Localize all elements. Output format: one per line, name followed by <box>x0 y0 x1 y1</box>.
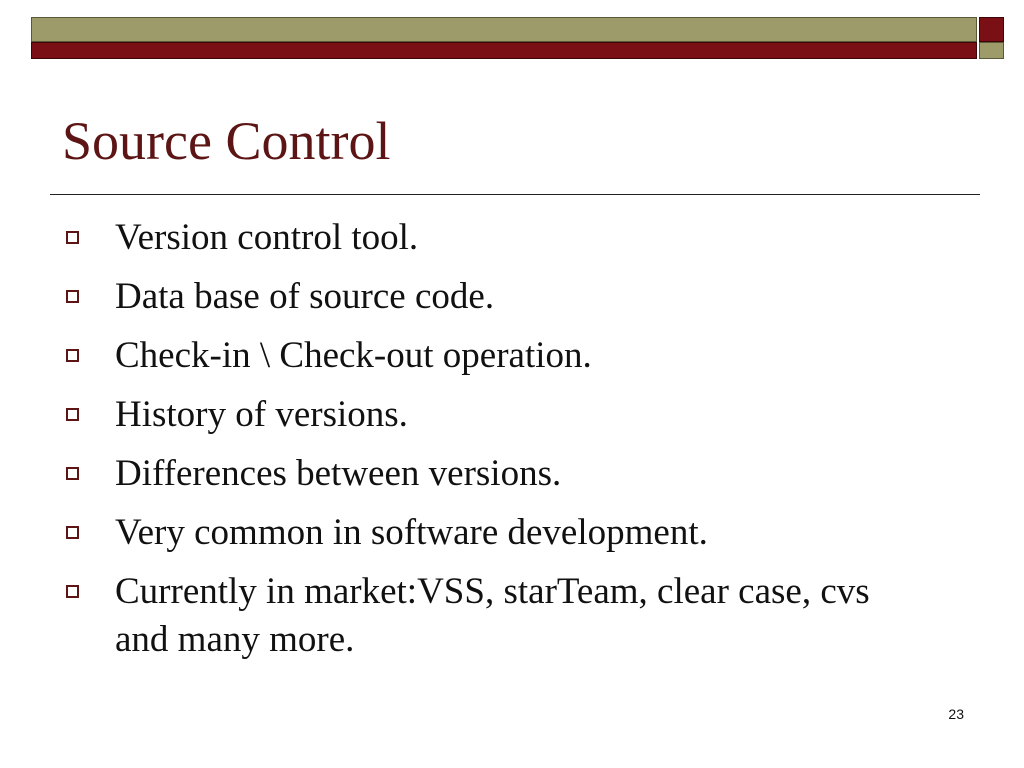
header-olive-square <box>979 42 1004 59</box>
hollow-square-bullet-icon <box>66 585 79 598</box>
bullet-text: Currently in market:VSS, starTeam, clear case, cvs and many more. <box>115 571 870 660</box>
bullet-item <box>64 509 914 557</box>
bullet-item <box>64 273 914 321</box>
bullet-text: Very common in software development. <box>115 512 708 553</box>
slide-title: Source Control <box>62 111 391 171</box>
header-maroon-square <box>979 17 1004 42</box>
bullet-text: History of versions. <box>115 394 408 435</box>
bullet-list <box>64 214 914 675</box>
hollow-square-bullet-icon <box>66 349 79 362</box>
bullet-item <box>64 450 914 498</box>
bullet-item <box>64 568 914 664</box>
hollow-square-bullet-icon <box>66 526 79 539</box>
bullet-item <box>64 214 914 262</box>
hollow-square-bullet-icon <box>66 290 79 303</box>
bullet-text: Version control tool. <box>115 217 419 258</box>
bullet-item <box>64 391 914 439</box>
hollow-square-bullet-icon <box>66 467 79 480</box>
bullet-text: Check-in \ Check-out operation. <box>115 335 592 376</box>
bullet-text: Data base of source code. <box>115 276 495 317</box>
title-divider <box>50 194 980 195</box>
header-maroon-bar <box>31 42 977 59</box>
bullet-item <box>64 332 914 380</box>
hollow-square-bullet-icon <box>66 408 79 421</box>
hollow-square-bullet-icon <box>66 231 79 244</box>
page-number: 23 <box>948 706 964 722</box>
header-olive-bar <box>31 17 977 42</box>
bullet-text: Differences between versions. <box>115 453 562 494</box>
